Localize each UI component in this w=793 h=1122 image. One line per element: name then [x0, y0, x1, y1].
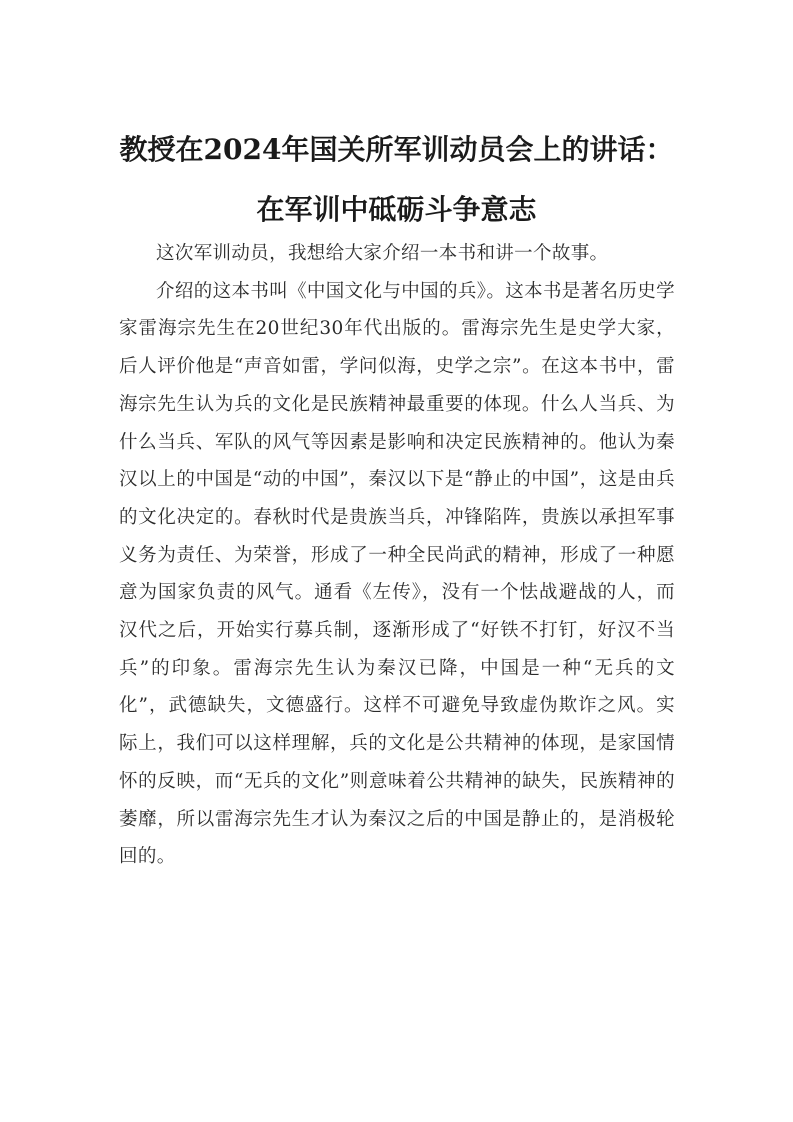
paragraph-1: 这次军训动员，我想给大家介绍一本书和讲一个故事。 [156, 243, 609, 264]
paragraph-2: 介绍的这本书叫《中国文化与中国的兵》。这本书是著名历史学家雷海宗先生在20世纪30年代出版的。雷海宗先生是史学大家，后人评价他是“声音如雷，学问似海，史学之宗”。在这本书中，雷海宗先生认为兵的文化是民族精神最重要的体现。什么人当兵、为什么当兵、军队的风气等因素是影响和决定民族精神的。他认为秦汉以上的中国是“动的中国”，秦汉以下是“静止的中国”，这是由兵的文化决定的。春秋时代是贵族当兵，冲锋陷阵，贵族以承担军事义务为责任、为荣誉，形成了一种全民尚武的精神，形成了一种愿意为国家负责的风气。通看《左传》，没有一个怯战避战的人，而汉代之后，开始实行募兵制，逐渐形成了“好铁不打钉，好汉不当兵”的印象。雷海宗先生认为秦汉已降，中国是一种“无兵的文化”，武德缺失，文德盛行。这样不可避免导致虚伪欺诈之风。实际上，我们可以这样理解，兵的文化是公共精神的体现，是家国情怀的反映，而“无兵的文化”则意味着公共精神的缺失，民族精神的萎靡，所以雷海宗先生才认为秦汉之后的中国是静止的，是消极轮回的。 [119, 280, 675, 868]
title-line-2: 在军训中砥砺斗争意志 [256, 193, 537, 226]
title-line-1: 教授在2024年国关所军训动员会上的讲话： [119, 133, 674, 166]
body-text [119, 235, 675, 876]
